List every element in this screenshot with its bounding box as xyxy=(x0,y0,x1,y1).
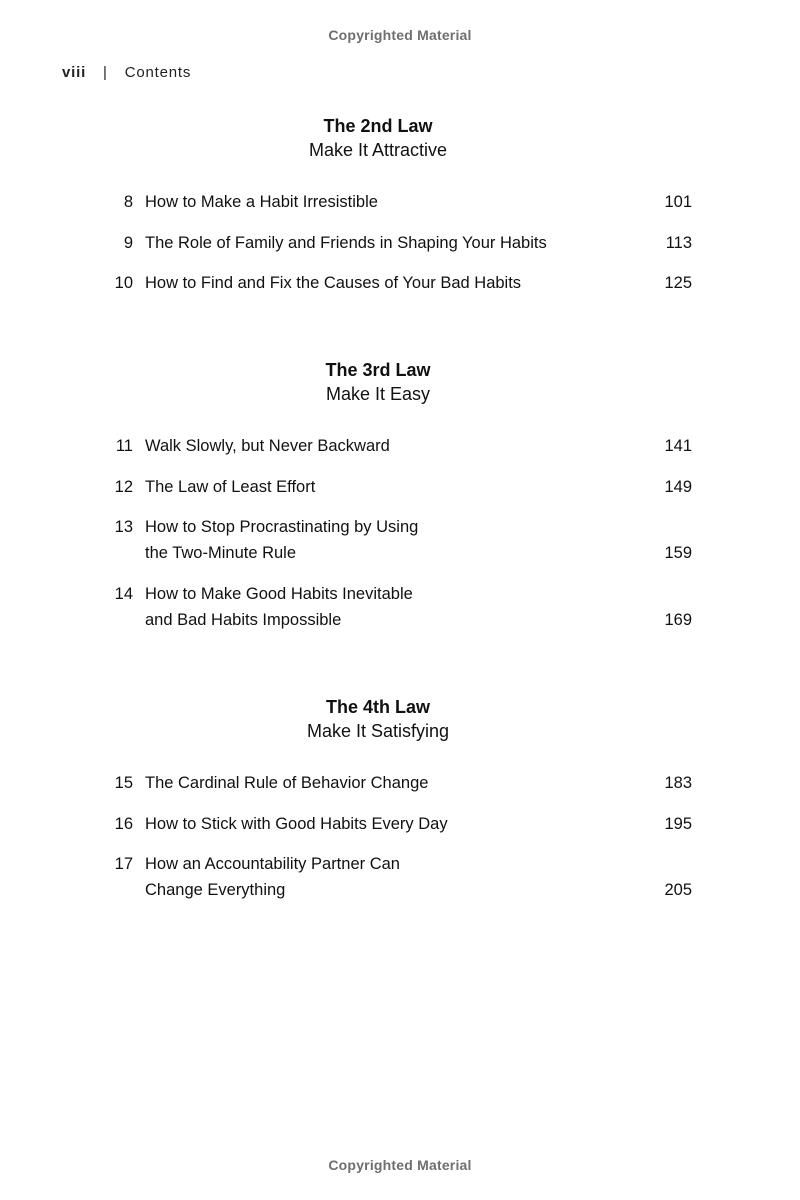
chapter-number: 9 xyxy=(123,233,133,252)
chapter-number: 11 xyxy=(115,437,133,455)
chapter-number: 17 xyxy=(114,855,133,873)
part-3rd-law xyxy=(0,358,800,647)
chapter-page-number: 149 xyxy=(664,477,692,496)
chapter-title xyxy=(145,811,625,837)
chapter-number: 8 xyxy=(123,193,133,211)
chapter-title-line: The Cardinal Rule of Behavior Change xyxy=(145,774,429,792)
chapter-title xyxy=(145,581,625,633)
toc-entry[interactable] xyxy=(0,230,800,256)
chapter-title xyxy=(145,189,625,215)
chapter-title-line: How to Stick with Good Habits Every Day xyxy=(145,814,448,833)
chapter-number: 14 xyxy=(114,584,133,603)
running-head-section: Contents xyxy=(124,64,192,81)
chapter-title-line: Walk Slowly, but Never Backward xyxy=(145,437,390,455)
chapter-page-number: 141 xyxy=(664,437,692,455)
chapter-page-number: 159 xyxy=(664,544,692,562)
toc-entry[interactable] xyxy=(0,514,800,566)
part-subtitle: Make It Attractive xyxy=(308,140,448,160)
toc-entry[interactable] xyxy=(0,770,800,796)
part-heading xyxy=(0,358,756,406)
chapter-title xyxy=(145,770,625,796)
chapter-title xyxy=(145,851,625,903)
part-subtitle: Make It Satisfying xyxy=(306,721,450,741)
copyright-watermark-bottom: Copyrighted Material xyxy=(328,1157,472,1173)
running-head xyxy=(62,64,191,81)
page-folio: viii xyxy=(62,64,87,81)
chapter-title xyxy=(145,230,625,256)
chapter-title-line: How to Make a Habit Irresistible xyxy=(145,193,378,211)
chapter-number: 15 xyxy=(114,774,133,792)
part-heading xyxy=(0,114,756,162)
chapter-page-number: 125 xyxy=(664,274,692,292)
chapter-title-line: The Role of Family and Friends in Shaping Your Habits xyxy=(145,233,547,252)
chapter-page-number: 205 xyxy=(664,881,692,899)
part-subtitle: Make It Easy xyxy=(325,384,431,404)
toc-entry[interactable] xyxy=(0,581,800,633)
chapter-list xyxy=(0,770,800,903)
chapter-title xyxy=(145,433,625,459)
part-4th-law xyxy=(0,695,800,918)
chapter-title xyxy=(145,270,625,296)
copyright-watermark-top: Copyrighted Material xyxy=(328,27,472,43)
chapter-page-number: 101 xyxy=(664,193,692,211)
part-2nd-law xyxy=(0,114,800,311)
chapter-number: 16 xyxy=(114,814,133,833)
chapter-page-number: 183 xyxy=(664,774,692,792)
part-law-title: The 2nd Law xyxy=(323,116,433,136)
toc-entry[interactable] xyxy=(0,433,800,459)
chapter-page-number: 195 xyxy=(664,814,692,833)
chapter-title-line: Change Everything xyxy=(145,881,286,899)
chapter-title-line: The Law of Least Effort xyxy=(145,477,316,496)
chapter-list xyxy=(0,433,800,633)
running-head-separator: | xyxy=(103,64,108,81)
chapter-title xyxy=(145,514,625,566)
chapter-number: 13 xyxy=(114,518,133,536)
chapter-title-line: How to Make Good Habits Inevitable xyxy=(145,584,413,603)
chapter-page-number: 113 xyxy=(665,233,692,252)
chapter-title-line: How to Find and Fix the Causes of Your Bad Habits xyxy=(145,274,522,292)
chapter-title-line: How to Stop Procrastinating by Using xyxy=(145,518,419,536)
chapter-title xyxy=(145,474,625,500)
part-law-title: The 4th Law xyxy=(325,697,430,717)
chapter-list xyxy=(0,189,800,296)
toc-entry[interactable] xyxy=(0,851,800,903)
chapter-title-line: the Two-Minute Rule xyxy=(145,544,297,562)
chapter-title-line: and Bad Habits Impossible xyxy=(145,610,342,629)
chapter-number: 10 xyxy=(114,274,133,292)
chapter-title-line: How an Accountability Partner Can xyxy=(145,855,400,873)
toc-entry[interactable] xyxy=(0,474,800,500)
part-law-title: The 3rd Law xyxy=(325,360,431,380)
toc-entry[interactable] xyxy=(0,811,800,837)
toc-entry[interactable] xyxy=(0,270,800,296)
part-heading xyxy=(0,695,756,743)
chapter-page-number: 169 xyxy=(664,610,692,629)
chapter-number: 12 xyxy=(114,477,133,496)
toc-entry[interactable] xyxy=(0,189,800,215)
